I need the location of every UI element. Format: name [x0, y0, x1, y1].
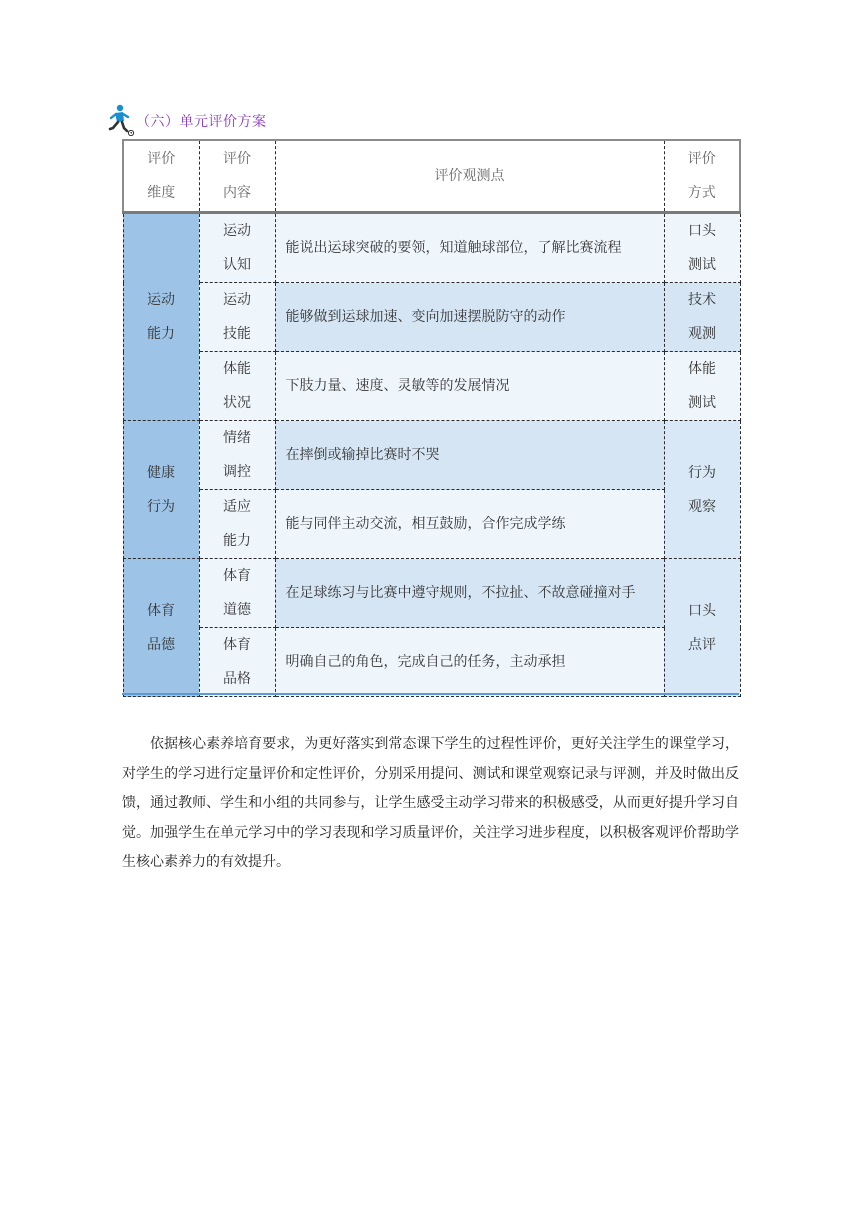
observation-cell: 能说出运球突破的要领，知道触球部位，了解比赛流程 — [275, 213, 664, 283]
observation-cell: 下肢力量、速度、灵敏等的发展情况 — [275, 352, 664, 421]
content-cell: 体能 状况 — [199, 352, 275, 421]
observation-cell: 在摔倒或输掉比赛时不哭 — [275, 421, 664, 490]
evaluation-table — [122, 139, 741, 697]
observation-cell: 能够做到运球加速、变向加速摆脱防守的动作 — [275, 283, 664, 352]
method-cell: 口头 点评 — [664, 559, 740, 697]
content-cell: 运动 技能 — [199, 283, 275, 352]
section-heading — [108, 104, 267, 136]
table-row — [123, 628, 740, 697]
observation-cell: 明确自己的角色，完成自己的任务，主动承担 — [275, 628, 664, 697]
table-row — [123, 421, 740, 490]
header-method: 评价 方式 — [664, 140, 740, 213]
dimension-cell: 健康 行为 — [123, 421, 199, 559]
table-row — [123, 213, 740, 283]
section-title: （六）单元评价方案 — [136, 114, 267, 130]
soccer-player-icon — [108, 104, 134, 136]
content-cell: 体育 道德 — [199, 559, 275, 628]
method-cell: 行为 观察 — [664, 421, 740, 559]
table-row — [123, 352, 740, 421]
observation-cell: 能与同伴主动交流，相互鼓励，合作完成学练 — [275, 490, 664, 559]
content-cell: 运动 认知 — [199, 213, 275, 283]
header-dimension: 评价 维度 — [123, 140, 199, 213]
dimension-cell: 体育 品德 — [123, 559, 199, 697]
table-header-row — [123, 140, 740, 213]
method-cell: 口头 测试 — [664, 213, 740, 283]
observation-cell: 在足球练习与比赛中遵守规则，不拉扯、不故意碰撞对手 — [275, 559, 664, 628]
table-row — [123, 283, 740, 352]
header-content: 评价 内容 — [199, 140, 275, 213]
content-cell: 情绪 调控 — [199, 421, 275, 490]
method-cell: 技术 观测 — [664, 283, 740, 352]
table-row — [123, 559, 740, 628]
body-paragraph: 依据核心素养培育要求，为更好落实到常态课下学生的过程性评价，更好关注学生的课堂学习，对学生的学习进行定量评价和定性评价，分别采用提问、测试和课堂观察记录与评测，并及时做出反馈，通过教师、学生和小组的共同参与，让学生感受主动学习带来的积极感受，从而更好提升学习自觉。加强学生在单元学习中的学习表现和学习质量评价，关注学习进步程度，以积极客观评价帮助学生核心素养力的有效提升。 — [122, 736, 739, 870]
header-observation: 评价观测点 — [275, 140, 664, 213]
method-cell: 体能 测试 — [664, 352, 740, 421]
content-cell: 适应 能力 — [199, 490, 275, 559]
table-row — [123, 490, 740, 559]
table-bottom-rule — [122, 693, 739, 695]
content-cell: 体育 品格 — [199, 628, 275, 697]
dimension-cell: 运动 能力 — [123, 213, 199, 421]
